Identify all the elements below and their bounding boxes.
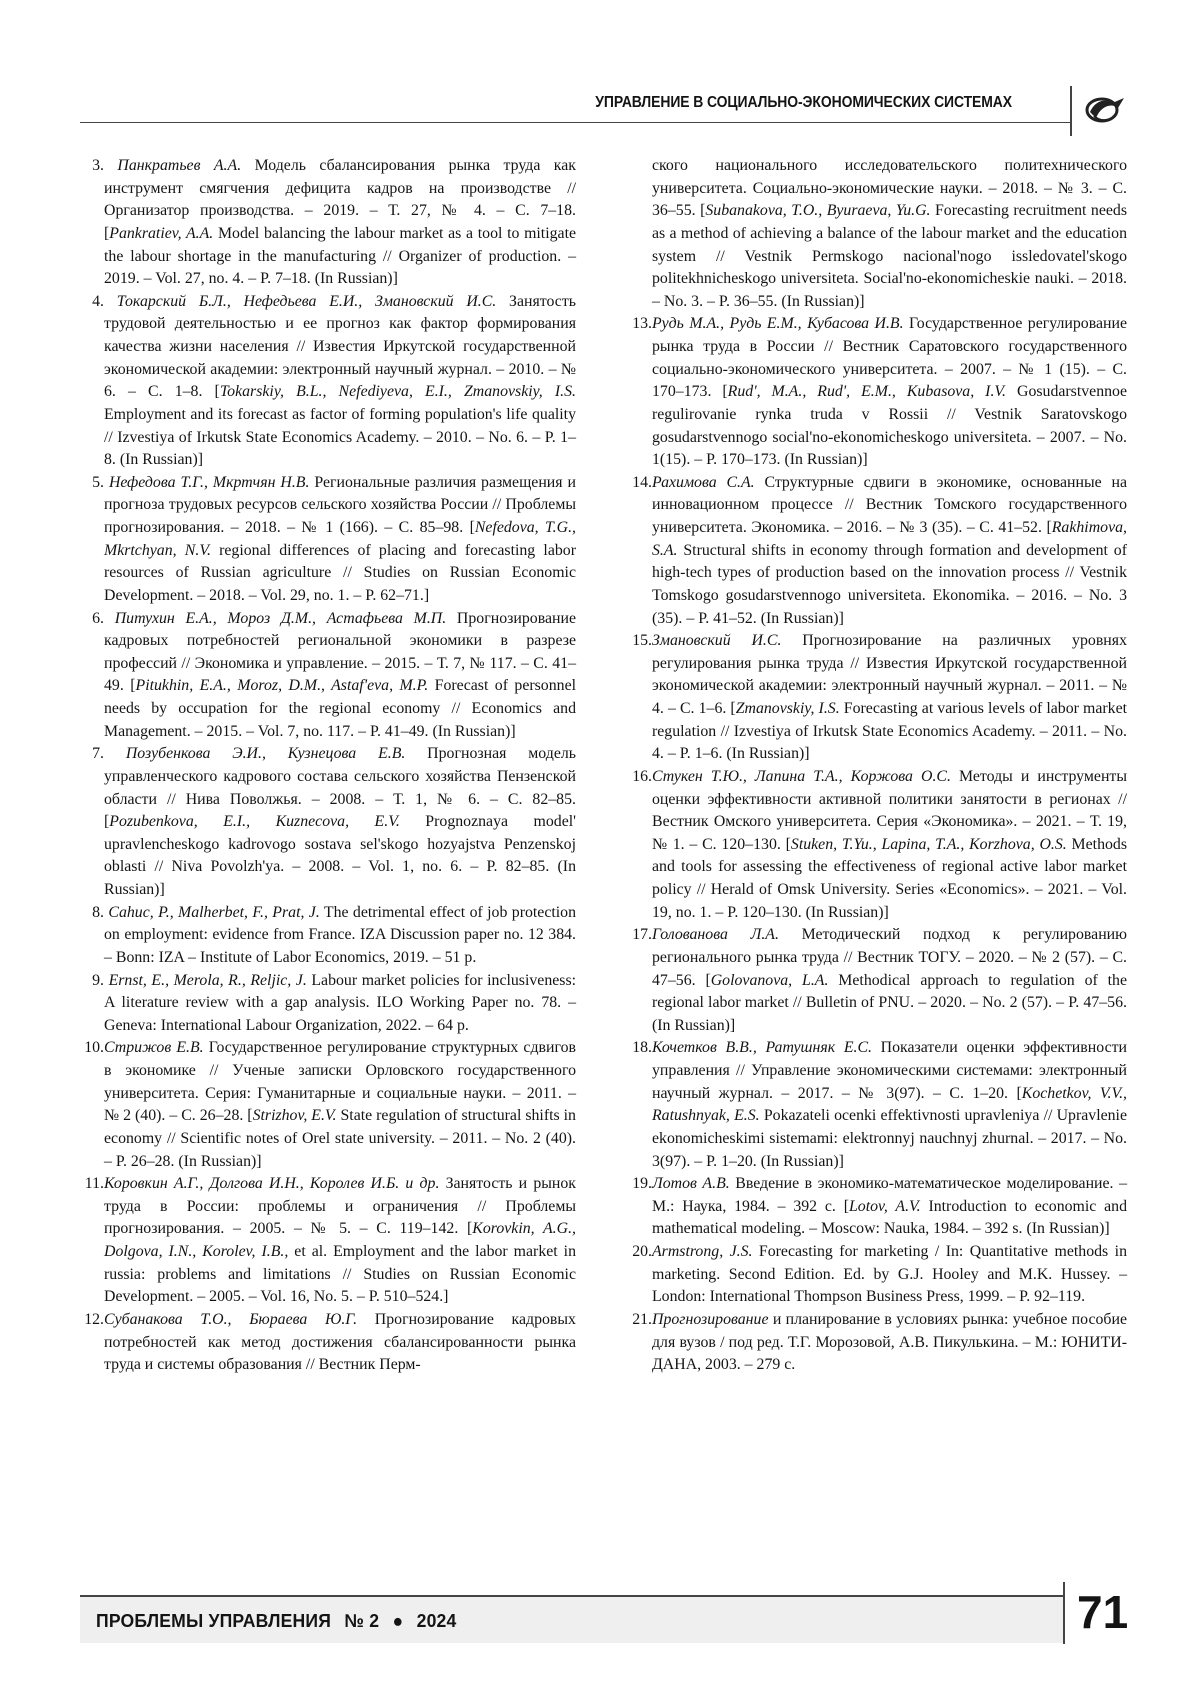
reference-14: 14. Рахимова С.А. Структурные сдвиги в экономике, основанные на инновационном процессе // Вестник Томского государственного университета. Экономика. – 2016. – № 3 (35). – С. 41–52. [Rakhimova, S.A. Structural shifts in economy through formation and development of high-tech types of production based on the innovation process // Vestnik Tomskogo gosudarstvennogo universiteta. Ekonomika. – 2016. – No. 3 (35). – P. 41–52. (In Russian)]	[632, 473, 1127, 627]
reference-16: 16. Стукен Т.Ю., Лапина Т.А., Коржова О.С. Методы и инструменты оценки эффективности активной политики занятости в регионах // Вестник Омского университета. Серия «Экономика». – 2021. – Т. 19, № 1. – С. 120–130. [Stuken, T.Yu., Lapina, T.A., Korzhova, O.S. Methods and tools for assessing the effectiveness of regional active labor market policy // Herald of Omsk University. Series «Economics». – 2021. – Vol. 19, no. 1. – P. 120–130. (In Russian)]	[632, 767, 1128, 921]
reference-12: 12. Субанакова Т.О., Бюраева Ю.Г. Прогнозирование кадровых потребностей как метод достижения сбалансированности рынка труда и системы образования // Вестник Перм-	[84, 1310, 576, 1374]
reference-12-continued: ского национального исследовательского политехнического университета. Социально-экономические науки. – 2018. – № 3. – С. 36–55. [Subanakova, T.O., Byuraeva, Yu.G. Forecasting recruitment needs as a method of achieving a balance of the labour market and the education system // Vestnik Permskogo nacional'nogo issledovatel'skogo politekhnicheskogo universiteta. Social'no-ekonomicheskie nauki. – 2018. – No. 3. – P. 36–55. (In Russian)]	[652, 157, 1127, 310]
reference-11: 11. Коровкин А.Г., Долгова И.Н., Королев И.Б. и др. Занятость и рынок труда в России: проблемы и ограничения // Проблемы прогнозирования. – 2005. – № 5. – С. 119–142. [Korovkin, A.G., Dolgova, I.N., Korolev, I.B., et al. Employment and the labor market in russia: problems and limitations // Studies on Russian Economic Development. – 2005. – Vol. 16, No. 5. – P. 510–524.]	[84, 1175, 577, 1306]
reference-18: 18. Кочетков В.В., Ратушняк Е.С. Показатели оценки эффективности управления // Управление экономическими системами: электронный научный журнал. – 2017. – № 3(97). – С. 1–20. [Kochetkov, V.V., Ratushnyak, E.S. Pokazateli ocenki effektivnosti upravleniya // Upravlenie ekonomicheskimi sistemami: elektronnyj nauchnyj zhurnal. – 2017. – No. 3(97). – P. 1–20. (In Russian)]	[632, 1039, 1127, 1170]
footer-journal-info	[96, 1610, 470, 1632]
reference-10: 10. Стрижов Е.В. Государственное регулирование структурных сдвигов в экономике // Ученые записки Орловского государственного университета. Серия: Гуманитарные и социальные науки. – 2011. – № 2 (40). – С. 26–28. [Strizhov, E.V. State regulation of structural shifts in economy // Scientific notes of Orel state university. – 2011. – No. 2 (40). – P. 26–28. (In Russian)]	[84, 1039, 576, 1170]
journal-logo	[1070, 86, 1132, 136]
running-head	[80, 92, 1070, 123]
reference-17: 17. Голованова Л.А. Методический подход к регулированию регионального рынка труда // Вестник ТОГУ. – 2020. – № 2 (57). – С. 47–56. [Golovanova, L.A. Methodical approach to regulation of the regional labor market // Bulletin of PNU. – 2020. – No. 2 (57). – P. 47–56. (In Russian)]	[632, 926, 1127, 1034]
left-column	[80, 155, 576, 1377]
reference-9: 9. Ernst, E., Merola, R., Reljic, J. Labour market policies for inclusiveness: A literature review with a gap analysis. ILO Working Paper no. 78. – Geneva: International Labour Organization, 2022. – 64 p.	[92, 971, 577, 1034]
journal-logo-icon	[1082, 92, 1126, 128]
reference-21: 21. Прогнозирование и планирование в условиях рынка: учебное пособие для вузов / под ред. Т.Г. Морозовой, А.В. Пикулькина. – М.: ЮНИТИ-ДАНА, 2003. – 279 с.	[632, 1310, 1127, 1374]
reference-20: 20. Armstrong, J.S. Forecasting for marketing / In: Quantitative methods in marketing. Second Edition. Ed. by G.J. Hooley and M.K. Hussey. – London: International Thompson Business Press, 1999. – P. 92–119.	[632, 1243, 1127, 1306]
footer-bullet: ●	[392, 1610, 404, 1631]
footer-journal-title: ПРОБЛЕМЫ УПРАВЛЕНИЯ	[96, 1610, 332, 1631]
reference-13: 13. Рудь М.А., Рудь Е.М., Кубасова И.В. Государственное регулирование рынка труда в России // Вестник Саратовского государственного социально-экономического университета. – 2007. – № 1 (15). – С. 170–173. [Rud', M.A., Rud', E.M., Kubasova, I.V. Gosudarstvennoe regulirovanie rynka truda v Rossii // Vestnik Saratovskogo gosudarstvennogo social'no-ekonomicheskogo universiteta. – 2007. – No. 1(15). – P. 170–173. (In Russian)]	[632, 315, 1127, 469]
page-footer	[80, 1595, 1065, 1643]
reference-8: 8. Cahuc, P., Malherbet, F., Prat, J. The detrimental effect of job protection on employment: evidence from France. IZA Discussion paper no. 12 384. – Bonn: IZA – Institute of Labor Economics, 2019. – 51 p.	[92, 903, 577, 966]
reference-6: 6. Питухин Е.А., Мороз Д.М., Астафьева М.П. Прогнозирование кадровых потребностей региональной экономики в разрезе профессий // Экономика и управление. – 2015. – Т. 7, № 117. – С. 41–49. [Pitukhin, E.A., Moroz, D.M., Astaf'eva, M.P. Forecast of personnel needs by occupation for the regional economy // Economics and Management. – 2015. – Vol. 7, no. 117. – P. 41–49. (In Russian)]	[92, 609, 577, 740]
reference-4: 4. Токарский Б.Л., Нефедьева Е.И., Змановский И.С. Занятость трудовой деятельностью и ее прогноз как фактор формирования качества жизни населения // Известия Иркутской государственной экономической академии: электронный научный журнал. – 2010. – № 6. – С. 1–8. [Tokarskiy, B.L., Nefediyeva, E.I., Zmanovskiy, I.S. Employment and its forecast as factor of forming population's life quality // Izvestiya of Irkutsk State Economics Academy. – 2010. – No. 6. – P. 1–8. (In Russian)]	[92, 292, 576, 469]
right-column	[628, 155, 1127, 1377]
page-number-box	[1063, 1582, 1137, 1644]
page-number: 71	[1077, 1586, 1129, 1638]
reference-7: 7. Позубенкова Э.И., Кузнецова Е.В. Прогнозная модель управленческого кадрового состава сельского хозяйства Пензенской области // Нива Поволжья. – 2008. – Т. 1, № 6. – С. 82–85. [Pozubenkova, E.I., Kuznecova, E.V. Prognoznaya model' upravlencheskogo kadrovogo sostava sel'skogo hozyajstva Penzenskoj oblasti // Niva Povolzh'ya. – 2008. – Vol. 1, no. 6. – P. 82–85. (In Russian)]	[92, 745, 576, 898]
footer-year: 2024	[416, 1610, 457, 1631]
running-head-title: УПРАВЛЕНИЕ В СОЦИАЛЬНО-ЭКОНОМИЧЕСКИХ СИСТЕМАХ	[595, 94, 1012, 111]
footer-issue: № 2	[344, 1610, 380, 1631]
reference-15: 15. Змановский И.С. Прогнозирование на различных уровнях регулирования рынка труда // Известия Иркутской государственной экономической академии: электронный научный журнал. – 2011. – № 4. – С. 1–6. [Zmanovskiy, I.S. Forecasting at various levels of labor market regulation // Izvestiya of Irkutsk State Economics Academy. – 2011. – No. 4. – P. 1–6. (In Russian)]	[632, 632, 1127, 763]
reference-19: 19. Лотов А.В. Введение в экономико-математическое моделирование. – М.: Наука, 1984. – 392 с. [Lotov, A.V. Introduction to economic and mathematical modeling. – Moscow: Nauka, 1984. – 392 s. (In Russian)]	[632, 1175, 1127, 1238]
reference-5: 5. Нефедова Т.Г., Мкртчян Н.В. Региональные различия размещения и прогноза трудовых ресурсов сельского хозяйства России // Проблемы прогнозирования. – 2018. – № 1 (166). – С. 85–98. [Nefedova, T.G., Mkrtchyan, N.V. regional differences of placing and forecasting labor resources of Russian agriculture // Studies on Russian Economic Development. – 2018. – Vol. 29, no. 1. – P. 62–71.]	[92, 473, 576, 604]
reference-3: 3. Панкратьев А.А. Модель сбалансирования рынка труда как инструмент смягчения дефицита кадров на производстве // Организатор производства. – 2019. – Т. 27, № 4. – С. 7–18. [Pankratiev, A.A. Model balancing the labour market as a tool to mitigate the labour shortage in the manufacturing // Organizer of production. – 2019. – Vol. 27, no. 4. – P. 7–18. (In Russian)]	[92, 157, 576, 288]
